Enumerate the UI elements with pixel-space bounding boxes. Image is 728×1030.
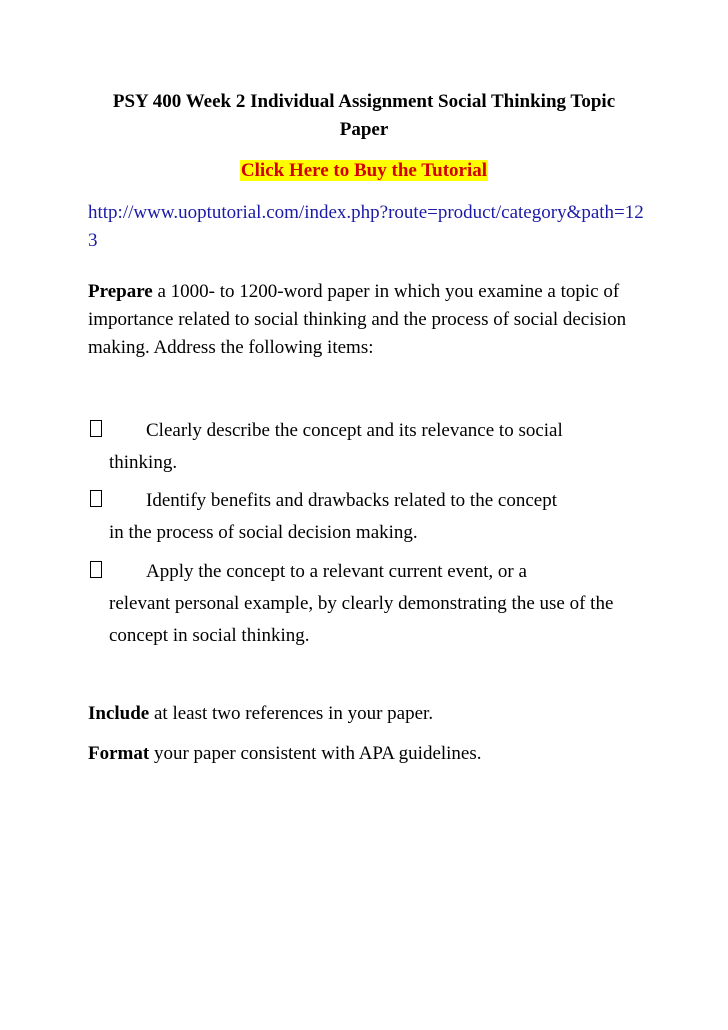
format-lead: Format xyxy=(88,743,150,764)
document-title: PSY 400 Week 2 Individual Assignment Social Thinking Topic Paper xyxy=(112,91,616,140)
buy-tutorial-line xyxy=(88,157,640,186)
bullet-text-first: Clearly describe the concept and its relevance to social xyxy=(146,420,563,441)
checkbox-glyph-icon xyxy=(90,420,102,437)
bullet-text-first: Identify benefits and drawbacks related to the concept xyxy=(146,490,557,511)
prepare-lead: Prepare xyxy=(88,281,153,302)
tutorial-url-link[interactable]: http://www.uoptutorial.com/index.php?route=product/category&path=123 xyxy=(88,202,644,251)
bullet-text-rest: in the process of social decision making. xyxy=(109,522,418,543)
buy-tutorial-link[interactable]: Click Here to Buy the Tutorial xyxy=(240,160,488,181)
checkbox-glyph-icon xyxy=(90,490,102,507)
bullet-text-rest: relevant personal example, by clearly demonstrating the use of the concept in social thinking. xyxy=(109,593,614,646)
prepare-paragraph xyxy=(88,278,648,362)
include-paragraph xyxy=(88,700,648,728)
include-text: at least two references in your paper. xyxy=(149,703,434,724)
list-item xyxy=(88,485,648,549)
bullet-text-first: Apply the concept to a relevant current event, or a xyxy=(146,561,527,582)
checkbox-glyph-icon xyxy=(90,561,102,578)
format-paragraph xyxy=(88,740,648,768)
include-lead: Include xyxy=(88,703,150,724)
list-item xyxy=(88,556,648,652)
format-text: your paper consistent with APA guidelines. xyxy=(149,743,482,764)
bullet-text-rest: thinking. xyxy=(109,452,178,473)
prepare-text: a 1000- to 1200-word paper in which you examine a topic of importance related to social thinking and the process of social decision making. Address the following items: xyxy=(88,281,627,358)
list-item xyxy=(88,415,648,479)
